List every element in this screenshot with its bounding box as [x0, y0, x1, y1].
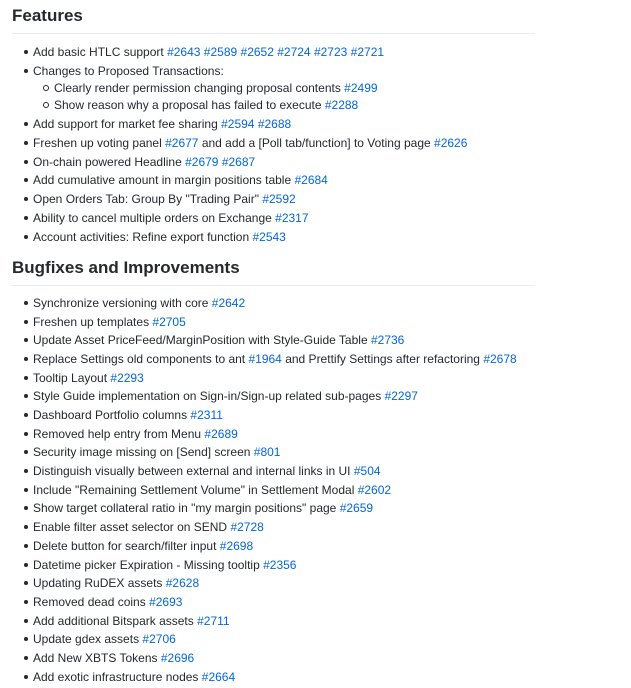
issue-link[interactable]: #2297 [384, 389, 418, 404]
list-item [12, 352, 535, 366]
list-item [12, 445, 535, 459]
issue-link[interactable]: #2317 [275, 211, 309, 226]
issue-link[interactable]: #2693 [149, 594, 183, 609]
item-text: Delete button for search/filter input [33, 538, 217, 553]
item-text: Add basic HTLC support [33, 45, 164, 59]
features-heading: Features [12, 0, 535, 34]
issue-link[interactable]: #2678 [483, 351, 517, 366]
issue-link[interactable]: #2736 [370, 333, 405, 348]
issue-link[interactable]: #2602 [357, 482, 392, 497]
sub-list [33, 81, 535, 113]
item-text: Include "Remaining Settlement Volume" in Settlement Modal [33, 482, 355, 497]
issue-link[interactable]: #2293 [110, 370, 144, 385]
issue-link[interactable]: #2589 [203, 45, 238, 59]
issue-link[interactable]: #2721 [350, 45, 385, 59]
list-item [12, 230, 535, 244]
item-text: Account activities: Refine export function [33, 229, 250, 244]
issue-link[interactable]: #2684 [294, 173, 328, 188]
list-item [12, 614, 535, 628]
list-item [12, 427, 535, 441]
issue-link[interactable]: #2664 [201, 669, 236, 684]
issue-link[interactable]: #2698 [219, 538, 254, 553]
list-item [12, 117, 535, 131]
item-text: Ability to cancel multiple orders on Exchange [33, 211, 272, 226]
issue-link[interactable]: #2723 [313, 45, 348, 59]
features-list [12, 45, 535, 244]
list-item [12, 670, 535, 684]
list-item [12, 173, 535, 187]
issue-link[interactable]: #2311 [190, 408, 223, 422]
list-item [12, 315, 535, 329]
item-text: Style Guide implementation on Sign-in/Sign-up related sub-pages [33, 389, 382, 404]
bugfixes-list [12, 296, 535, 684]
issue-link[interactable]: #2626 [434, 135, 468, 150]
item-text: Tooltip Layout [33, 370, 108, 385]
item-text: Add New XBTS Tokens [33, 650, 158, 665]
item-text: Updating RuDEX assets [33, 576, 163, 591]
item-text: Add additional Bitspark assets [33, 613, 194, 628]
item-text: Removed dead coins [33, 594, 146, 609]
issue-link[interactable]: #2356 [263, 557, 297, 572]
issue-link[interactable]: #1964 [248, 351, 282, 366]
item-text: Replace Settings old components to ant [33, 351, 246, 366]
list-item [12, 192, 535, 206]
issue-link[interactable]: #2728 [230, 520, 264, 535]
issue-link[interactable]: #2628 [165, 576, 200, 591]
list-item [12, 651, 535, 665]
list-item [12, 296, 535, 310]
item-text: Dashboard Portfolio columns [33, 408, 188, 422]
list-item [12, 333, 535, 347]
issue-link[interactable]: #2652 [240, 45, 274, 59]
sub-list-item [33, 81, 535, 95]
issue-link[interactable]: #2696 [160, 650, 195, 665]
item-text: Freshen up templates [33, 314, 150, 329]
item-text: Synchronize versioning with core [33, 295, 209, 310]
list-item [12, 155, 535, 169]
item-text: Show target collateral ratio in "my margin positions" page [33, 501, 337, 516]
list-item [12, 483, 535, 497]
item-text: Enable filter asset selector on SEND [33, 520, 228, 535]
issue-link[interactable]: #2677 [165, 135, 199, 150]
list-item [12, 558, 535, 572]
issue-link[interactable]: #2679 [185, 154, 219, 169]
list-item [12, 389, 535, 403]
list-item [12, 539, 535, 553]
issue-link[interactable]: #2689 [204, 426, 238, 441]
issue-link[interactable]: #2705 [152, 314, 186, 329]
list-item [12, 136, 535, 150]
issue-link[interactable]: #2499 [344, 80, 378, 95]
issue-link[interactable]: #801 [253, 445, 281, 460]
item-text: and Prettify Settings after refactoring [285, 351, 480, 366]
bugfixes-section [12, 258, 535, 684]
item-text: Open Orders Tab: Group By "Trading Pair" [33, 192, 259, 207]
item-text: and add a [Poll tab/function] to Voting page [201, 135, 431, 150]
issue-link[interactable]: #2687 [221, 154, 256, 169]
item-text: Clearly render permission changing proposal contents [54, 80, 341, 95]
item-text: Add exotic infrastructure nodes [33, 669, 199, 684]
item-text: Security image missing on [Send] screen [33, 445, 251, 460]
item-text: Show reason why a proposal has failed to execute [54, 98, 322, 113]
list-item [12, 211, 535, 225]
issue-link[interactable]: #2288 [324, 98, 359, 113]
list-item [12, 45, 535, 59]
issue-link[interactable]: #2543 [252, 229, 286, 244]
issue-link[interactable]: #2688 [257, 117, 292, 132]
item-text: Freshen up voting panel [33, 135, 162, 150]
issue-link[interactable]: #2642 [211, 295, 246, 310]
issue-link[interactable]: #504 [353, 464, 381, 479]
issue-link[interactable]: #2592 [262, 192, 296, 207]
item-text: Update Asset PriceFeed/MarginPosition with Style-Guide Table [33, 333, 368, 348]
list-item [12, 371, 535, 385]
list-item [12, 576, 535, 590]
issue-link[interactable]: #2711 [197, 613, 230, 628]
bugfixes-heading: Bugfixes and Improvements [12, 258, 535, 286]
item-text: Changes to Proposed Transactions: [33, 63, 224, 78]
item-text: Add support for market fee sharing [33, 117, 218, 132]
sub-list-item [33, 98, 535, 112]
item-text: Datetime picker Expiration - Missing tooltip [33, 557, 260, 572]
issue-link[interactable]: #2706 [142, 632, 176, 647]
issue-link[interactable]: #2643 [167, 45, 201, 59]
list-item [12, 520, 535, 534]
list-item [12, 64, 535, 113]
item-text: Update gdex assets [33, 632, 140, 647]
item-text: Add cumulative amount in margin positions table [33, 173, 292, 188]
issue-link[interactable]: #2594 [221, 117, 255, 132]
item-text: Removed help entry from Menu [33, 426, 202, 441]
features-section [12, 0, 535, 244]
list-item [12, 632, 535, 646]
list-item [12, 464, 535, 478]
issue-link[interactable]: #2659 [339, 501, 374, 516]
list-item [12, 595, 535, 609]
list-item [12, 408, 535, 422]
item-text: On-chain powered Headline [33, 154, 182, 169]
list-item [12, 501, 535, 515]
item-text: Distinguish visually between external and internal links in UI [33, 464, 351, 479]
issue-link[interactable]: #2724 [277, 45, 311, 59]
